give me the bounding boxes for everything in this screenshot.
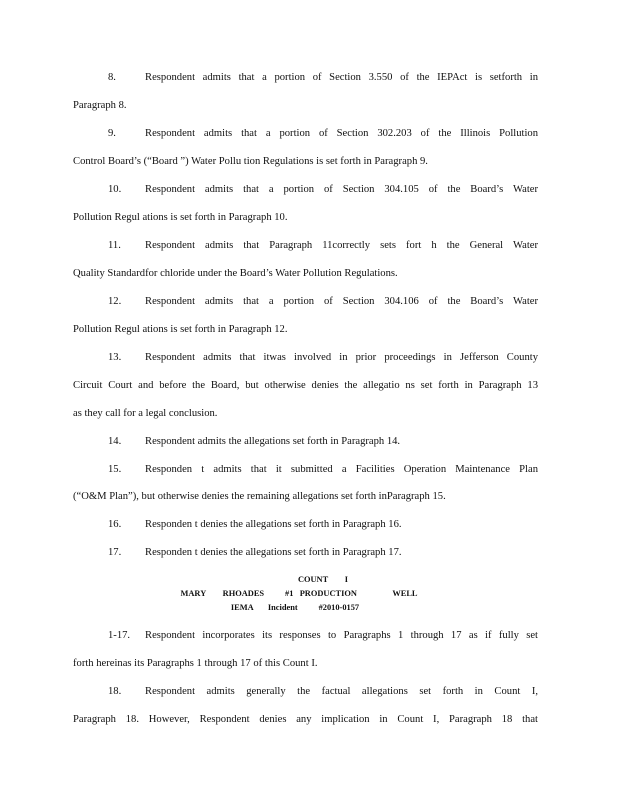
paragraph-15-line-2: (“O&M Plan”), but otherwise denies the remaining allegations set forth inParagraph 15. bbox=[73, 491, 446, 502]
paragraph-text: Respondent admits that a portion of Section 3.550 of the IEPAct is setforth in bbox=[145, 72, 538, 83]
paragraph-number: 11. bbox=[108, 240, 121, 251]
paragraph-11-line-1 bbox=[108, 239, 538, 253]
paragraph-text: Responden t admits that it submitted a Facilities Operation Maintenance Plan bbox=[145, 464, 538, 475]
paragraph-13-line-2: Circuit Court and before the Board, but otherwise denies the allegatio ns set forth in Paragraph 13 bbox=[73, 380, 538, 391]
paragraph-text: Responden t denies the allegations set forth in Paragraph 16. bbox=[145, 519, 402, 530]
paragraph-14-line-1 bbox=[108, 435, 400, 449]
count-paragraph-1-17-line-1 bbox=[108, 629, 538, 643]
paragraph-11-line-2: Quality Standardfor chloride under the Board’s Water Pollution Regulations. bbox=[73, 268, 398, 279]
count-paragraph-1-17-line-2: forth hereinas its Paragraphs 1 through 17 of this Count I. bbox=[73, 658, 318, 669]
paragraph-text: Respondent admits that Paragraph 11correctly sets fort h the General Water bbox=[145, 240, 538, 251]
paragraph-13-line-1 bbox=[108, 351, 538, 365]
paragraph-text: Respondent admits that a portion of Section 304.105 of the Board’s Water bbox=[145, 184, 538, 195]
paragraph-text: Respondent admits that a portion of Section 304.106 of the Board’s Water bbox=[145, 296, 538, 307]
count-heading-incident: IEMA Incident #2010-0157 bbox=[230, 603, 360, 612]
paragraph-12-line-1 bbox=[108, 295, 538, 309]
paragraph-13-line-3: as they call for a legal conclusion. bbox=[73, 408, 218, 419]
paragraph-number: 18. bbox=[108, 686, 122, 697]
paragraph-12-line-2: Pollution Regul ations is set forth in Paragraph 12. bbox=[73, 324, 288, 335]
paragraph-number: 8. bbox=[108, 72, 116, 83]
paragraph-10-line-1 bbox=[108, 183, 538, 197]
paragraph-text: Respondent admits the allegations set forth in Paragraph 14. bbox=[145, 436, 401, 447]
count-heading-subject: MARY RHOADES #1 PRODUCTION WELL bbox=[180, 589, 418, 598]
paragraph-9-line-1 bbox=[108, 127, 538, 141]
paragraph-number: 13. bbox=[108, 352, 122, 363]
paragraph-number: 10. bbox=[108, 184, 122, 195]
paragraph-number: 1-17. bbox=[108, 630, 131, 641]
paragraph-8-line-2: Paragraph 8. bbox=[73, 100, 127, 111]
count-heading-title: COUNT I bbox=[297, 575, 349, 584]
paragraph-15-line-1 bbox=[108, 463, 538, 477]
paragraph-number: 14. bbox=[108, 436, 122, 447]
paragraph-number: 15. bbox=[108, 464, 122, 475]
paragraph-10-line-2: Pollution Regul ations is set forth in Paragraph 10. bbox=[73, 212, 288, 223]
count-paragraph-18-line-2: Paragraph 18. However, Respondent denies any implication in Count I, Paragraph 18 that bbox=[73, 714, 538, 725]
paragraph-number: 17. bbox=[108, 547, 122, 558]
paragraph-text: Responden t denies the allegations set forth in Paragraph 17. bbox=[145, 547, 402, 558]
paragraph-text: Respondent admits generally the factual allegations set forth in Count I, bbox=[145, 686, 538, 697]
count-paragraph-18-line-1 bbox=[108, 685, 538, 699]
paragraph-9-line-2: Control Board’s (“Board ”) Water Pollu tion Regulations is set forth in Paragraph 9. bbox=[73, 156, 428, 167]
paragraph-number: 9. bbox=[108, 128, 116, 139]
paragraph-text: Respondent admits that itwas involved in prior proceedings in Jefferson County bbox=[145, 352, 538, 363]
paragraph-17-line-1 bbox=[108, 546, 402, 560]
paragraph-8-line-1 bbox=[108, 71, 538, 85]
paragraph-16-line-1 bbox=[108, 518, 402, 532]
paragraph-text: Respondent admits that a portion of Section 302.203 of the Illinois Pollution bbox=[145, 128, 538, 139]
paragraph-number: 16. bbox=[108, 519, 122, 530]
paragraph-number: 12. bbox=[108, 296, 122, 307]
paragraph-text: Respondent incorporates its responses to Paragraphs 1 through 17 as if fully set bbox=[145, 630, 538, 641]
